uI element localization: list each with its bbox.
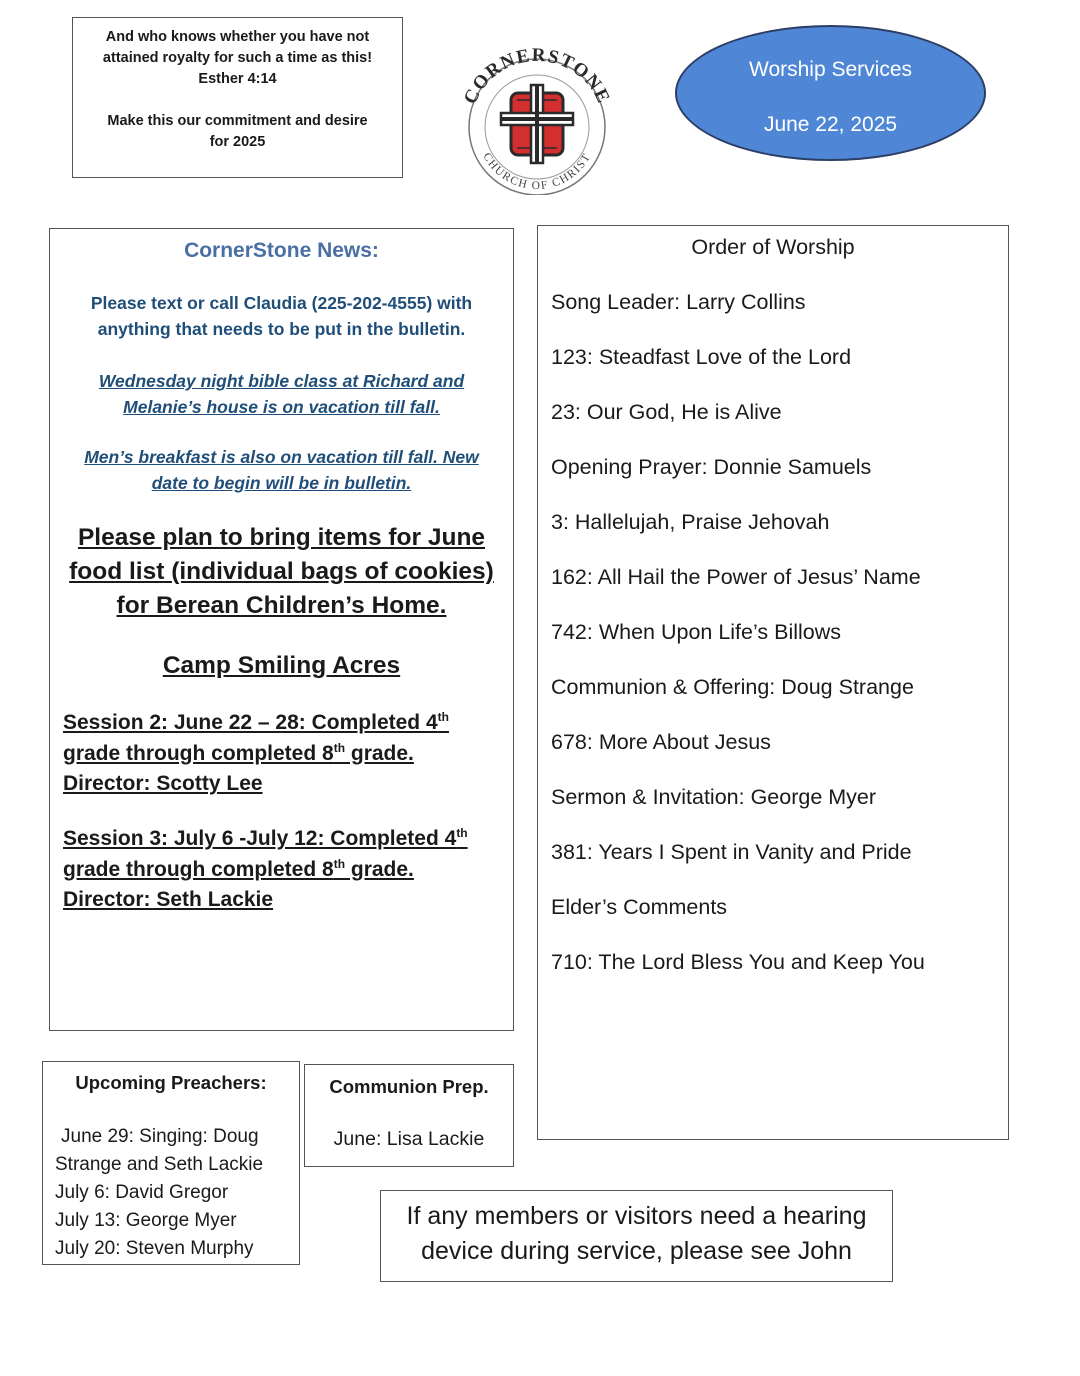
verse-line-2: attained royalty for such a time as this! (102, 50, 373, 66)
hearing-device-text: If any members or visitors need a hearing device during service, please see John (406, 1202, 867, 1265)
news-food-drive: Please plan to bring items for June food list (individual bags of cookies) for Berean Children’s Home. (69, 524, 494, 619)
logo-top-text: CORNERSTONE (459, 45, 615, 108)
order-of-worship-list (551, 289, 925, 1004)
commitment-line-1: Make this our commitment and desire (107, 113, 368, 129)
verse-reference: Esther 4:14 (198, 71, 277, 87)
camp-session-2: Session 2: June 22 – 28: Completed 4th grade through completed 8th grade. Director: Scotty Lee (63, 710, 449, 795)
camp-title: Camp Smiling Acres (162, 652, 401, 679)
worship-item: 678: More About Jesus (551, 730, 771, 754)
upcoming-preachers-box (42, 1061, 300, 1265)
logo-cross-emblem (501, 85, 573, 163)
hearing-device-notice (380, 1190, 893, 1282)
news-bible-class-note: Wednesday night bible class at Richard and Melanie’s house is on vacation till fall. (98, 371, 465, 417)
worship-services-oval (675, 25, 986, 161)
news-breakfast-note: Men’s breakfast is also on vacation till fall. New date to begin will be in bulletin. (84, 447, 479, 493)
preacher-item: Strange and Seth Lackie (55, 1154, 264, 1175)
communion-prep-box (304, 1064, 514, 1167)
camp-session-3-director: Director: Seth Lackie (63, 888, 274, 911)
camp-session-3: Session 3: July 6 -July 12: Completed 4th grade through completed 8th grade. Director: Seth Lackie (63, 826, 468, 911)
preacher-item: July 13: George Myer (55, 1210, 237, 1231)
verse-line-1: And who knows whether you have not (105, 29, 370, 45)
worship-item: Communion & Offering: Doug Strange (551, 675, 914, 699)
cornerstone-logo (455, 45, 617, 195)
worship-item: 23: Our God, He is Alive (551, 400, 782, 424)
worship-item: Opening Prayer: Donnie Samuels (551, 455, 872, 479)
preacher-item: July 20: Steven Murphy (55, 1238, 254, 1259)
news-box (49, 228, 514, 1031)
worship-item: Elder’s Comments (551, 895, 728, 919)
worship-item: 710: The Lord Bless You and Keep You (551, 950, 925, 974)
worship-item: 123: Steadfast Love of the Lord (551, 345, 852, 369)
worship-item: 381: Years I Spent in Vanity and Pride (551, 840, 912, 864)
communion-prep-assignee: June: Lisa Lackie (333, 1128, 485, 1150)
worship-item: 162: All Hail the Power of Jesus’ Name (551, 565, 921, 589)
upcoming-preachers-list (55, 1123, 263, 1263)
worship-item: Song Leader: Larry Collins (551, 290, 806, 314)
worship-services-date: June 22, 2025 (763, 113, 898, 136)
preacher-item: July 6: David Gregor (55, 1182, 229, 1203)
news-contact-note: Please text or call Claudia (225-202-4555) with anything that needs to be put in the bulletin. (90, 293, 473, 339)
verse-box (72, 17, 403, 178)
communion-prep-title: Communion Prep. (329, 1076, 489, 1097)
order-of-worship-box (537, 225, 1009, 1140)
preacher-item: June 29: Singing: Doug (61, 1126, 259, 1147)
worship-services-title: Worship Services (749, 58, 912, 81)
worship-item: 742: When Upon Life’s Billows (551, 620, 842, 644)
worship-item: 3: Hallelujah, Praise Jehovah (551, 510, 830, 534)
worship-item: Sermon & Invitation: George Myer (551, 785, 877, 809)
commitment-line-2: for 2025 (209, 134, 266, 150)
camp-session-2-director: Director: Scotty Lee (63, 772, 263, 795)
news-title: CornerStone News: (184, 239, 379, 262)
order-of-worship-title: Order of Worship (691, 235, 855, 259)
logo-bottom-text: CHURCH OF CHRIST (480, 150, 594, 193)
upcoming-preachers-title: Upcoming Preachers: (75, 1072, 267, 1093)
